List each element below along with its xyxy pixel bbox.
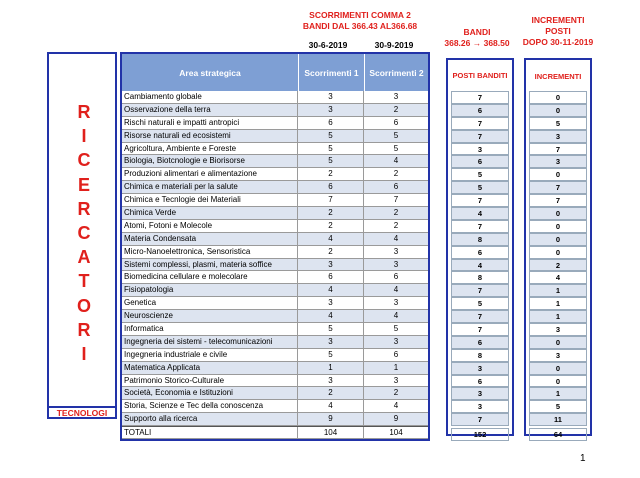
- scorrimenti-title-line2: BANDI DAL 366.43 AL366.68: [302, 21, 418, 31]
- bandi-cell: 7: [451, 323, 509, 336]
- incrementi-cell: 0: [529, 233, 587, 246]
- incrementi-cell: 0: [529, 362, 587, 375]
- incrementi-title-line1: INCREMENTI: [531, 15, 585, 25]
- scorrimenti-title: [285, 10, 435, 32]
- table-row: [122, 284, 428, 297]
- cell-s2: 104: [389, 428, 403, 438]
- scorrimenti-title-line1: SCORRIMENTI COMMA 2: [309, 10, 411, 20]
- cell-s2: 2: [393, 208, 399, 218]
- incrementi-title-line3: DOPO 30-11-2019: [522, 37, 594, 47]
- table-row: [122, 400, 428, 413]
- bandi-cell: 5: [451, 181, 509, 194]
- ricercatori-letter: R: [77, 319, 91, 340]
- cell-name: Genetica: [122, 297, 298, 309]
- ricercatori-letter: I: [81, 126, 87, 147]
- cell-s2: 6: [393, 272, 399, 282]
- table-row: [122, 297, 428, 310]
- cell-name: Chimica e Tecnlogie dei Materiali: [122, 194, 298, 206]
- table-row: [122, 220, 428, 233]
- cell-s1: 6: [298, 271, 364, 283]
- cell-s2: 3: [393, 375, 399, 385]
- cell-s2: 4: [393, 401, 399, 411]
- cell-s2: 5: [393, 324, 399, 334]
- cell-s2: 3: [393, 246, 399, 256]
- cell-name: Neuroscienze: [122, 310, 298, 322]
- incrementi-cell: 0: [529, 375, 587, 388]
- cell-s2: 4: [393, 311, 399, 321]
- cell-s1: 3: [298, 375, 364, 387]
- incrementi-cell: 3: [529, 130, 587, 143]
- cell-s1: 5: [298, 130, 364, 142]
- incrementi-cell: 1: [529, 284, 587, 297]
- table-row: [122, 271, 428, 284]
- cell-name: Patrimonio Storico-Culturale: [122, 375, 298, 387]
- cell-name: Risorse naturali ed ecosistemi: [122, 130, 298, 142]
- incrementi-cell: 3: [529, 323, 587, 336]
- cell-name: Produzioni alimentari e alimentazione: [122, 168, 298, 180]
- ricercatori-letter: A: [77, 247, 91, 268]
- incrementi-cell: 0: [529, 207, 587, 220]
- bandi-cell: 7: [451, 130, 509, 143]
- bandi-cell: 5: [451, 297, 509, 310]
- cell-name: Biomedicina cellulare e molecolare: [122, 271, 298, 283]
- table-row: [122, 168, 428, 181]
- cell-name: Ingegneria dei sistemi - telecomunicazioni: [122, 336, 298, 348]
- table-row: [122, 310, 428, 323]
- cell-s1: 5: [298, 155, 364, 167]
- posti-banditi-column: [446, 58, 514, 440]
- incrementi-cell: 1: [529, 310, 587, 323]
- cell-name: Ingegneria industriale e civile: [122, 349, 298, 361]
- table-row: [122, 233, 428, 246]
- cell-s1: 4: [298, 400, 364, 412]
- ricercatori-letter: E: [77, 174, 90, 195]
- table-row: [122, 387, 428, 400]
- table-header: [122, 54, 428, 91]
- bandi-cell: 6: [451, 336, 509, 349]
- incrementi-cell: 7: [529, 181, 587, 194]
- cell-s2: 3: [393, 298, 399, 308]
- cell-s2: 6: [393, 117, 399, 127]
- tecnologi-label: TECNOLOGI: [47, 406, 117, 419]
- table-body: [122, 91, 428, 439]
- table-row: [122, 207, 428, 220]
- cell-s1: 3: [298, 104, 364, 116]
- cell-s1: 4: [298, 284, 364, 296]
- cell-name: Chimica Verde: [122, 207, 298, 219]
- ricercatori-box: [47, 52, 117, 419]
- incrementi-total: 64: [529, 428, 587, 441]
- cell-s2: 2: [393, 220, 399, 230]
- col-area: Area strategica: [179, 67, 241, 78]
- cell-s1: 7: [298, 194, 364, 206]
- bandi-cell: 7: [451, 117, 509, 130]
- bandi-cell: 7: [451, 91, 509, 104]
- cell-s1: 2: [298, 220, 364, 232]
- cell-name: Sistemi complessi, plasmi, materia soffice: [122, 259, 298, 271]
- cell-s2: 2: [393, 104, 399, 114]
- table-row: [122, 246, 428, 259]
- main-table: [120, 52, 430, 441]
- incrementi-cell: 0: [529, 220, 587, 233]
- bandi-cell: 3: [451, 400, 509, 413]
- cell-name: Società, Economia e Istituzioni: [122, 387, 298, 399]
- cell-s1: 5: [298, 349, 364, 361]
- cell-s1: 3: [298, 91, 364, 103]
- bandi-cell: 3: [451, 143, 509, 156]
- ricercatori-letter: O: [76, 295, 91, 316]
- bandi-cell: 7: [451, 194, 509, 207]
- col-scorrimenti-1: Scorrimenti 1: [298, 54, 364, 91]
- posti-banditi-cells: [448, 91, 512, 441]
- cell-s2: 5: [393, 143, 399, 153]
- bandi-cell: 3: [451, 387, 509, 400]
- table-row: [122, 181, 428, 194]
- cell-name: Supporto alla ricerca: [122, 413, 298, 425]
- incrementi-cell: 0: [529, 91, 587, 104]
- cell-s1: 2: [298, 207, 364, 219]
- date-1: 30-6-2019: [308, 40, 348, 50]
- col-scorrimenti-2: Scorrimenti 2: [364, 54, 428, 91]
- cell-s1: 2: [298, 168, 364, 180]
- table-row: [122, 155, 428, 168]
- bandi-title-line2: 368.26 → 368.50: [444, 38, 510, 48]
- incrementi-cell: 0: [529, 104, 587, 117]
- cell-name: Materia Condensata: [122, 233, 298, 245]
- incrementi-cell: 11: [529, 413, 587, 426]
- cell-s2: 3: [393, 259, 399, 269]
- bandi-cell: 7: [451, 284, 509, 297]
- ricercatori-letter: C: [77, 223, 91, 243]
- cell-s2: 6: [393, 182, 399, 192]
- page-number: 1: [580, 453, 586, 464]
- ricercatori-letter: I: [81, 344, 87, 364]
- cell-name: Osservazione della terra: [122, 104, 298, 116]
- table-row: [122, 194, 428, 207]
- cell-name: Fisiopatologia: [122, 284, 298, 296]
- bandi-total: 152: [451, 428, 509, 441]
- table-row: [122, 375, 428, 388]
- incrementi-cell: 0: [529, 336, 587, 349]
- bandi-cell: 6: [451, 104, 509, 117]
- bandi-title: [438, 27, 516, 49]
- incrementi-cell: 1: [529, 387, 587, 400]
- cell-s2: 2: [393, 169, 399, 179]
- incrementi-cell: 2: [529, 259, 587, 272]
- bandi-cell: 4: [451, 259, 509, 272]
- col-posti-banditi: POSTI BANDITI: [452, 71, 508, 80]
- incrementi-cell: 3: [529, 349, 587, 362]
- date-2: 30-9-2019: [374, 40, 414, 50]
- table-row: [122, 259, 428, 272]
- table-row: [122, 91, 428, 104]
- bandi-cell: 6: [451, 375, 509, 388]
- bandi-cell: 4: [451, 207, 509, 220]
- incrementi-cell: 4: [529, 271, 587, 284]
- incrementi-cell: 7: [529, 194, 587, 207]
- cell-name: Cambiamento globale: [122, 91, 298, 103]
- ricercatori-letter: C: [77, 150, 91, 171]
- table-row: [122, 413, 428, 426]
- table-row: [122, 362, 428, 375]
- table-row: [122, 323, 428, 336]
- bandi-cell: 7: [451, 220, 509, 233]
- bandi-cell: 6: [451, 155, 509, 168]
- cell-s1: 9: [298, 413, 364, 425]
- cell-name: Informatica: [122, 323, 298, 335]
- incrementi-cell: 0: [529, 246, 587, 259]
- table-row: [122, 117, 428, 130]
- cell-name: Atomi, Fotoni e Molecole: [122, 220, 298, 232]
- ricercatori-letter: R: [77, 198, 91, 219]
- cell-s1: 4: [298, 310, 364, 322]
- cell-s2: 4: [393, 156, 399, 166]
- cell-s2: 3: [393, 92, 399, 101]
- cell-s1: 3: [298, 336, 364, 348]
- incrementi-cell: 5: [529, 117, 587, 130]
- cell-s2: 6: [393, 349, 399, 359]
- cell-s1: 6: [298, 181, 364, 193]
- cell-name: Matematica Applicata: [122, 362, 298, 374]
- incrementi-column: [524, 58, 592, 440]
- ricercatori-letter: T: [78, 271, 90, 292]
- cell-s2: 7: [393, 195, 399, 205]
- cell-s1: 1: [298, 362, 364, 374]
- cell-s1: 2: [298, 387, 364, 399]
- incrementi-cell: 1: [529, 297, 587, 310]
- incrementi-cell: 3: [529, 155, 587, 168]
- cell-s1: 4: [298, 233, 364, 245]
- cell-name: TOTALI: [122, 427, 298, 438]
- table-row: [122, 104, 428, 117]
- cell-name: Agricoltura, Ambiente e Foreste: [122, 143, 298, 155]
- bandi-cell: 7: [451, 413, 509, 426]
- incrementi-cell: 5: [529, 400, 587, 413]
- cell-name: Biologia, Biotcnologie e Biorisorse: [122, 155, 298, 167]
- bandi-cell: 5: [451, 168, 509, 181]
- table-row: [122, 349, 428, 362]
- bandi-cell: 3: [451, 362, 509, 375]
- bandi-cell: 7: [451, 310, 509, 323]
- cell-s1: 104: [298, 427, 364, 438]
- cell-s1: 3: [298, 297, 364, 309]
- cell-s2: 1: [393, 362, 399, 372]
- cell-s2: 4: [393, 285, 399, 295]
- cell-s2: 4: [393, 233, 399, 243]
- cell-s1: 5: [298, 143, 364, 155]
- bandi-cell: 8: [451, 233, 509, 246]
- cell-s1: 5: [298, 323, 364, 335]
- cell-s1: 6: [298, 117, 364, 129]
- incrementi-cell: 0: [529, 168, 587, 181]
- total-row: [122, 426, 428, 439]
- incrementi-title-line2: POSTI: [545, 26, 571, 36]
- bandi-title-line1: BANDI: [463, 27, 491, 37]
- incrementi-title: [518, 15, 598, 48]
- bandi-cell: 8: [451, 349, 509, 362]
- table-row: [122, 336, 428, 349]
- incrementi-cells: [526, 91, 590, 441]
- col-incrementi: INCREMENTI: [534, 72, 582, 81]
- cell-name: Rischi naturali e impatti antropici: [122, 117, 298, 129]
- cell-name: Micro-Nanoelettronica, Sensoristica: [122, 246, 298, 258]
- cell-name: Chimica e materiali per la salute: [122, 181, 298, 193]
- cell-s1: 2: [298, 246, 364, 258]
- bandi-cell: 8: [451, 271, 509, 284]
- bandi-cell: 6: [451, 246, 509, 259]
- cell-s2: 3: [393, 336, 399, 346]
- table-row: [122, 143, 428, 156]
- ricercatori-letter: R: [77, 102, 91, 122]
- cell-s2: 2: [393, 388, 399, 398]
- cell-s2: 5: [393, 130, 399, 140]
- cell-s1: 3: [298, 259, 364, 271]
- incrementi-cell: 7: [529, 143, 587, 156]
- cell-s2: 9: [393, 414, 399, 424]
- table-row: [122, 130, 428, 143]
- cell-name: Storia, Scienze e Tec della conoscenza: [122, 400, 298, 412]
